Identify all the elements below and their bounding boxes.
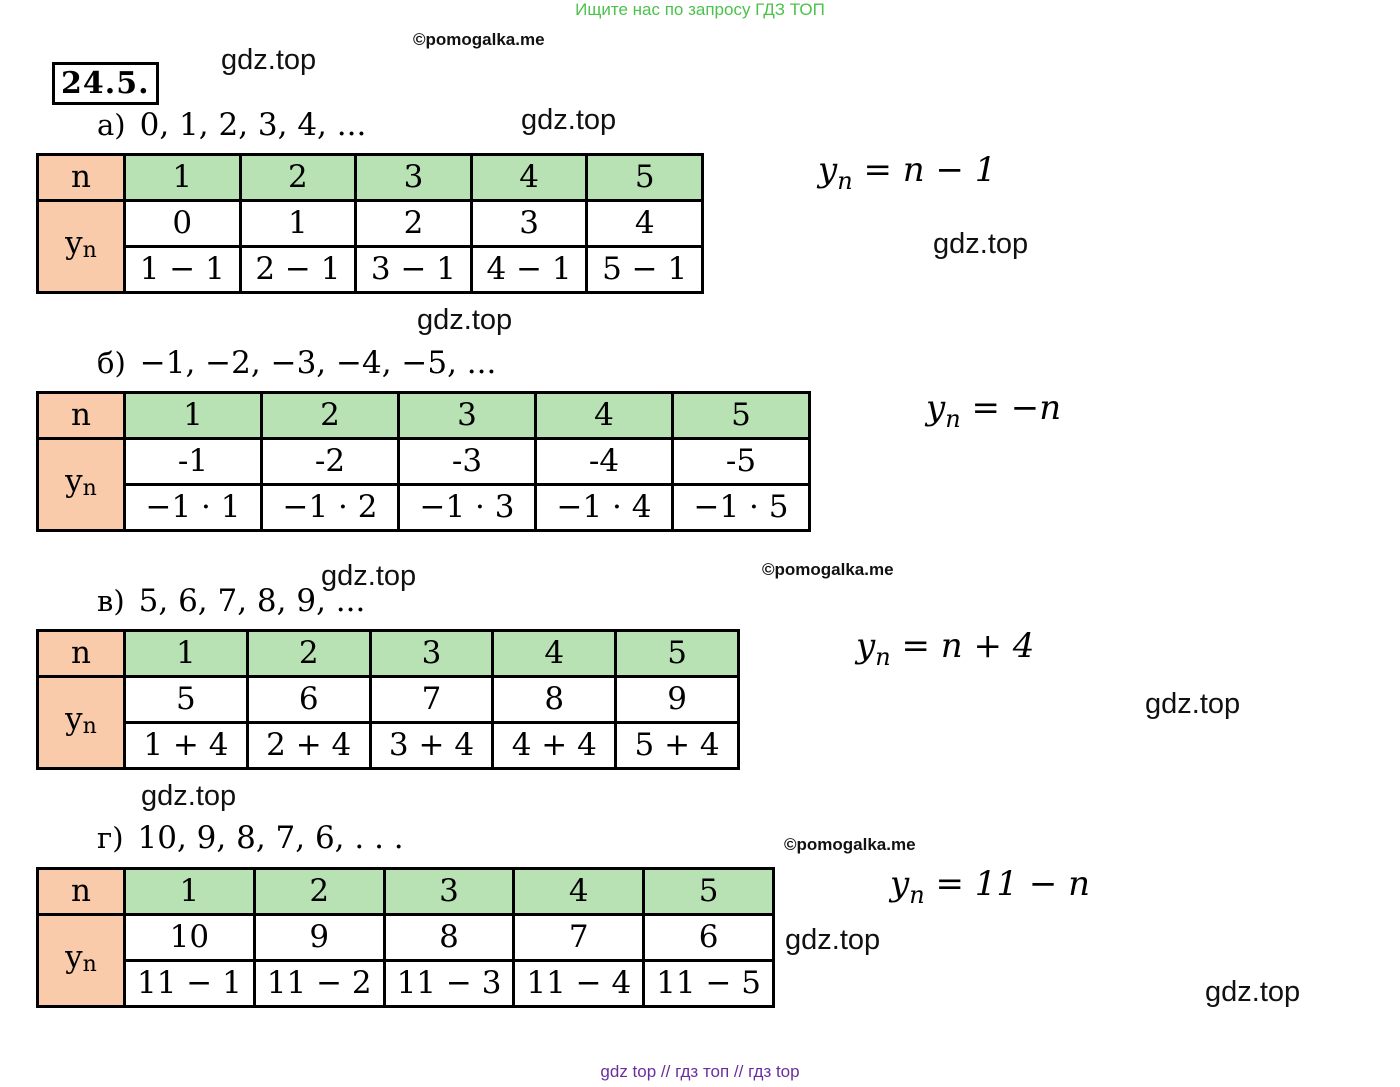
expression-cell: 4 − 1 (471, 247, 587, 293)
formula-var: y (856, 626, 876, 666)
value-cell: 10 (125, 915, 255, 961)
gdz-watermark: gdz.top (417, 304, 513, 336)
value-cell: 0 (125, 201, 241, 247)
expression-cell: 1 + 4 (125, 723, 248, 769)
copyright-watermark: ©pomogalka.me (784, 835, 916, 854)
part-label (97, 107, 366, 143)
n-cell: 1 (125, 631, 248, 677)
n-cell: 4 (514, 869, 644, 915)
expression-cell: −1 · 2 (262, 485, 399, 531)
row-header-yn (38, 201, 125, 293)
value-cell: 2 (356, 201, 472, 247)
value-cell: 8 (384, 915, 514, 961)
value-cell: 1 (240, 201, 356, 247)
part-label (97, 345, 496, 381)
row-header-y: y (65, 224, 83, 261)
row-header-y: y (65, 462, 83, 499)
value-cell: -5 (673, 439, 810, 485)
expression-cell: −1 · 1 (125, 485, 262, 531)
value-cell: 6 (247, 677, 370, 723)
sequence-text: 0, 1, 2, 3, 4, ... (139, 107, 367, 143)
n-cell: 1 (125, 869, 255, 915)
n-cell: 5 (587, 155, 703, 201)
n-cell: 3 (399, 393, 536, 439)
formula-var: y (926, 388, 946, 428)
formula-rhs: = n + 4 (890, 626, 1035, 666)
part-letter: а) (97, 108, 126, 142)
formula (890, 864, 1090, 909)
value-cell: -3 (399, 439, 536, 485)
gdz-watermark: gdz.top (141, 780, 237, 812)
row-header-y-subscript: n (82, 237, 97, 263)
expression-cell: 11 − 4 (514, 961, 644, 1007)
value-cell: 9 (616, 677, 739, 723)
gdz-watermark: gdz.top (221, 44, 317, 76)
expression-cell: −1 · 5 (673, 485, 810, 531)
row-header-n: n (38, 393, 125, 439)
expression-cell: 1 − 1 (125, 247, 241, 293)
problem-number: 24.5. (52, 62, 159, 105)
part-letter: в) (97, 584, 125, 618)
value-cell: 4 (587, 201, 703, 247)
sequence-table (36, 629, 740, 770)
expression-cell: 3 + 4 (370, 723, 493, 769)
gdz-watermark: gdz.top (785, 924, 881, 956)
expression-cell: 2 + 4 (247, 723, 370, 769)
gdz-watermark: gdz.top (933, 228, 1029, 260)
sequence-text: 5, 6, 7, 8, 9, ... (138, 583, 366, 619)
formula-var: y (818, 150, 838, 190)
n-cell: 5 (673, 393, 810, 439)
expression-cell: 11 − 3 (384, 961, 514, 1007)
expression-cell: −1 · 4 (536, 485, 673, 531)
gdz-watermark: gdz.top (321, 560, 417, 592)
n-cell: 3 (356, 155, 472, 201)
gdz-watermark: gdz.top (1205, 976, 1301, 1008)
expression-cell: 11 − 2 (254, 961, 384, 1007)
formula (926, 388, 1061, 433)
copyright-watermark: ©pomogalka.me (762, 560, 894, 579)
n-cell: 4 (536, 393, 673, 439)
value-cell: -4 (536, 439, 673, 485)
expression-cell: −1 · 3 (399, 485, 536, 531)
expression-cell: 2 − 1 (240, 247, 356, 293)
value-cell: 7 (370, 677, 493, 723)
value-cell: 5 (125, 677, 248, 723)
n-cell: 2 (247, 631, 370, 677)
expression-cell: 11 − 1 (125, 961, 255, 1007)
n-cell: 1 (125, 393, 262, 439)
row-header-yn (38, 677, 125, 769)
part-letter: б) (97, 346, 126, 380)
expression-cell: 5 + 4 (616, 723, 739, 769)
row-header-y-subscript: n (82, 713, 97, 739)
n-cell: 2 (262, 393, 399, 439)
value-cell: 7 (514, 915, 644, 961)
n-cell: 4 (471, 155, 587, 201)
part-letter: г) (97, 821, 124, 855)
formula-rhs: = 11 − n (924, 864, 1091, 904)
n-cell: 5 (616, 631, 739, 677)
value-cell: 9 (254, 915, 384, 961)
formula-subscript: n (909, 881, 925, 909)
row-header-n: n (38, 155, 125, 201)
expression-cell: 3 − 1 (356, 247, 472, 293)
n-cell: 3 (370, 631, 493, 677)
value-cell: 8 (493, 677, 616, 723)
formula-rhs: = n − 1 (852, 150, 997, 190)
sequence-table (36, 867, 775, 1008)
n-cell: 4 (493, 631, 616, 677)
expression-cell: 5 − 1 (587, 247, 703, 293)
formula (818, 150, 996, 195)
sequence-table (36, 391, 811, 532)
n-cell: 2 (254, 869, 384, 915)
gdz-watermark: gdz.top (521, 104, 617, 136)
row-header-y-subscript: n (82, 475, 97, 501)
formula-subscript: n (945, 405, 961, 433)
n-cell: 2 (240, 155, 356, 201)
value-cell: -1 (125, 439, 262, 485)
gdz-watermark: gdz.top (1145, 688, 1241, 720)
n-cell: 3 (384, 869, 514, 915)
expression-cell: 4 + 4 (493, 723, 616, 769)
formula-var: y (890, 864, 910, 904)
value-cell: 6 (644, 915, 774, 961)
sequence-table (36, 153, 704, 294)
row-header-y-subscript: n (82, 951, 97, 977)
part-label (97, 583, 365, 619)
formula-rhs: = −n (960, 388, 1062, 428)
formula-subscript: n (875, 643, 891, 671)
value-cell: -2 (262, 439, 399, 485)
row-header-yn (38, 439, 125, 531)
row-header-y: y (65, 700, 83, 737)
value-cell: 3 (471, 201, 587, 247)
footer-links[interactable]: gdz top // гдз топ // гдз top (600, 1062, 800, 1081)
row-header-n: n (38, 869, 125, 915)
copyright-watermark: ©pomogalka.me (413, 30, 545, 49)
row-header-n: n (38, 631, 125, 677)
row-header-y: y (65, 938, 83, 975)
formula (856, 626, 1034, 671)
top-banner: Ищите нас по запросу ГДЗ ТОП (575, 0, 825, 19)
part-label (97, 820, 404, 856)
sequence-text: −1, −2, −3, −4, −5, ... (139, 345, 497, 381)
formula-subscript: n (837, 167, 853, 195)
row-header-yn (38, 915, 125, 1007)
n-cell: 1 (125, 155, 241, 201)
sequence-text: 10, 9, 8, 7, 6, . . . (137, 820, 404, 856)
n-cell: 5 (644, 869, 774, 915)
expression-cell: 11 − 5 (644, 961, 774, 1007)
